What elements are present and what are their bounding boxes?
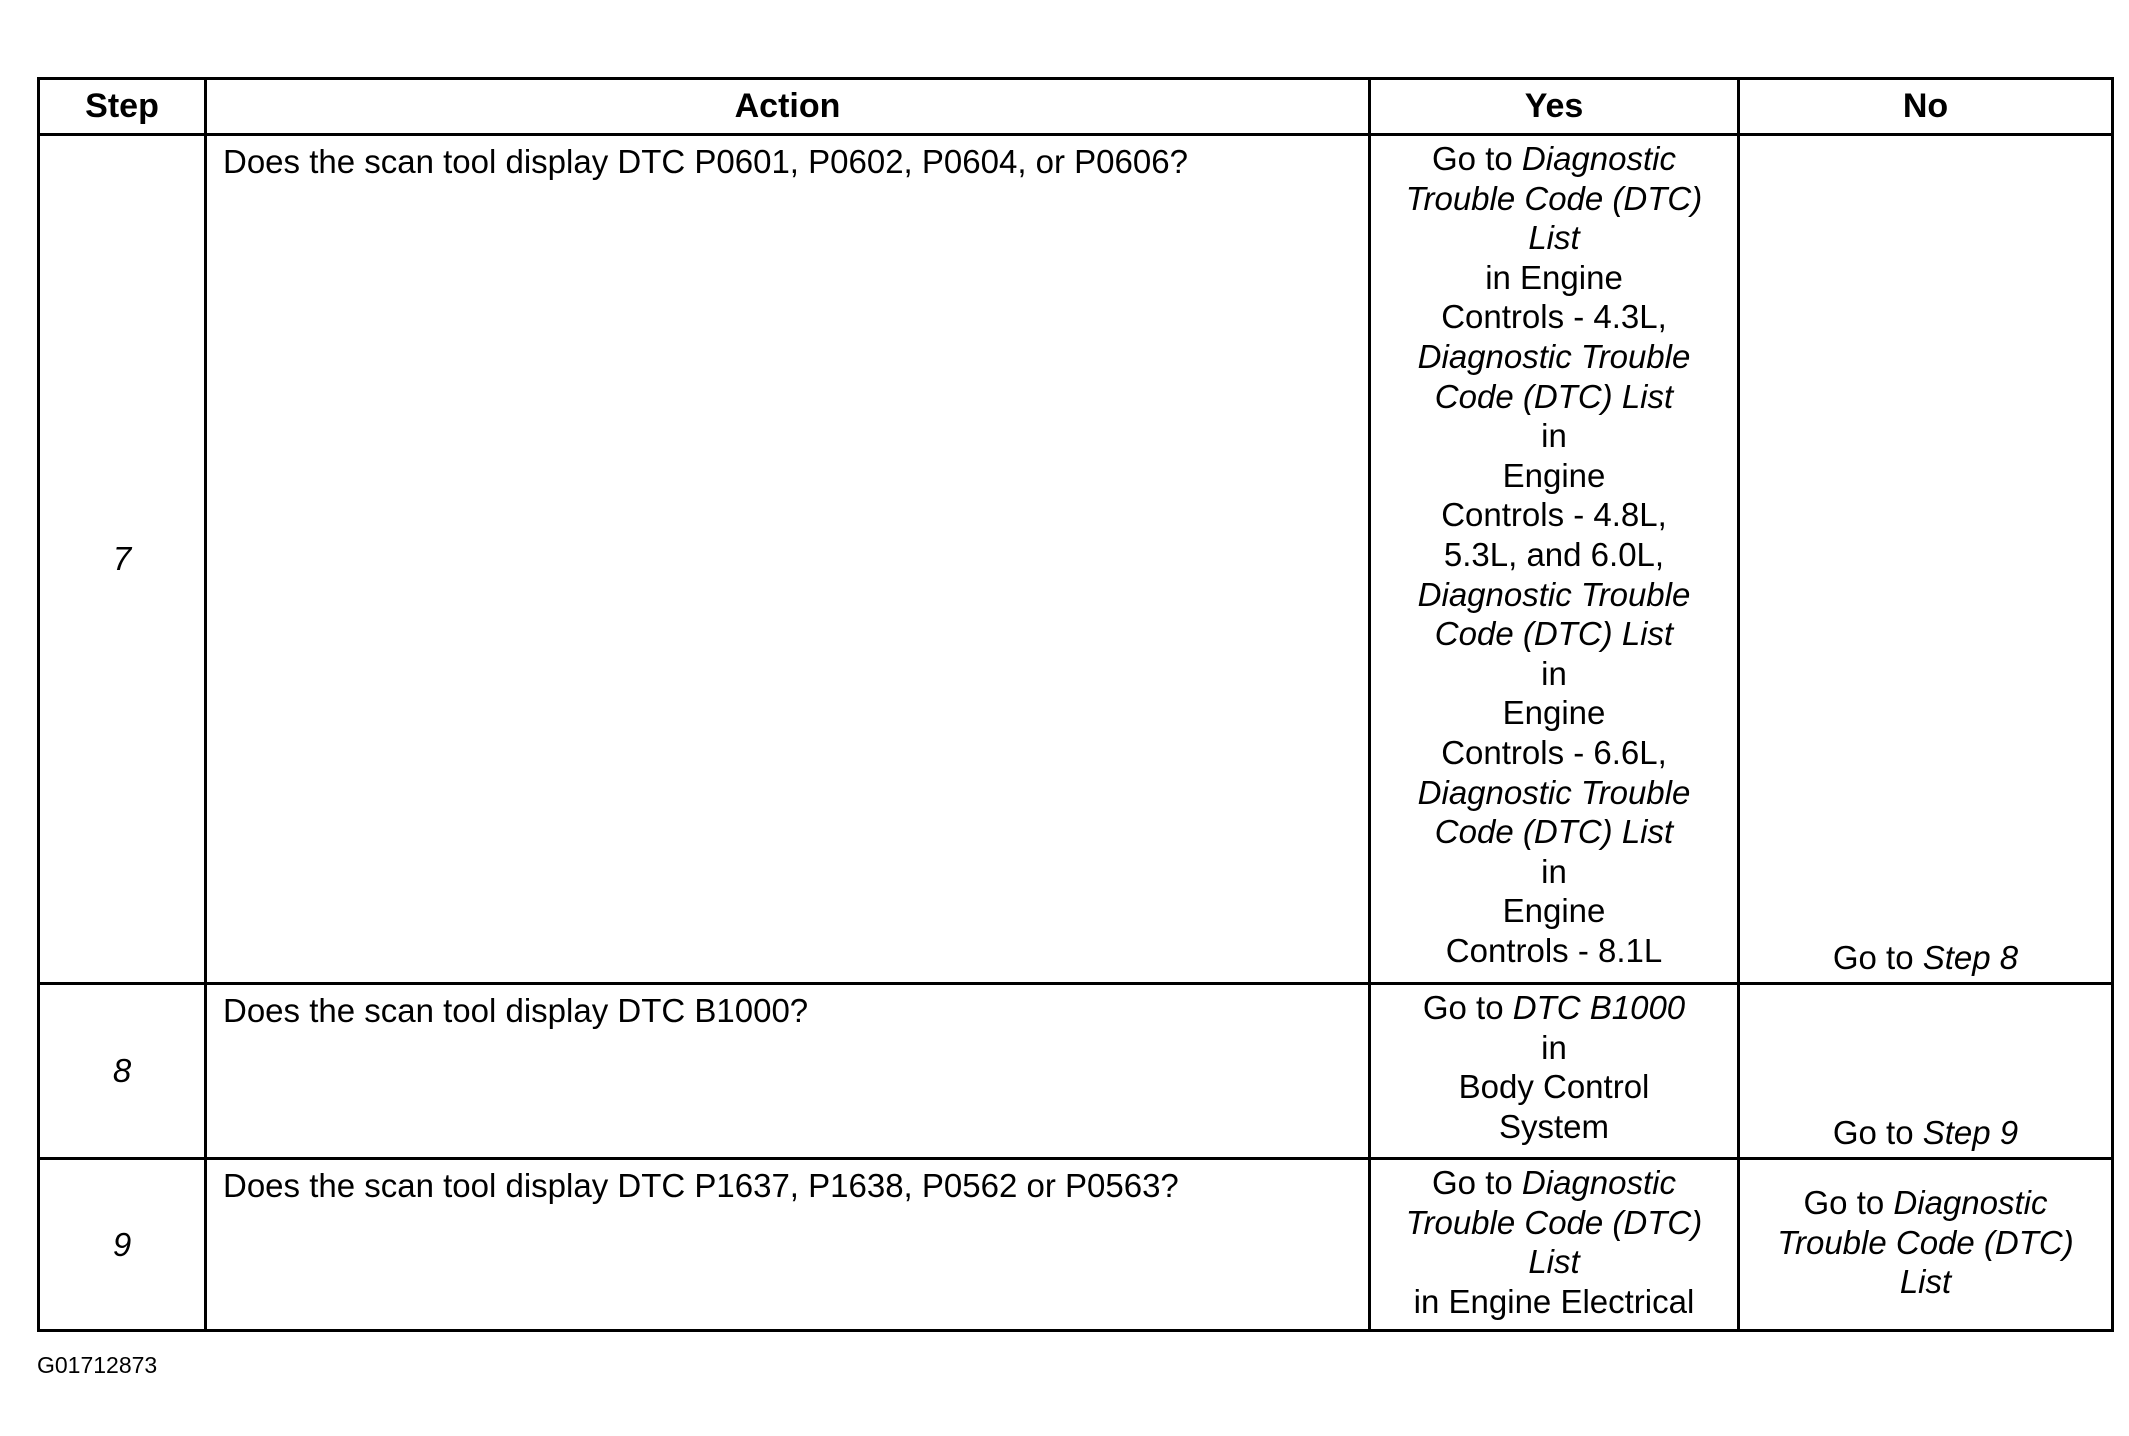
- cross-reference-link: List: [1528, 219, 1580, 257]
- line-text: 5.3L, and 6.0L,: [1443, 535, 1665, 573]
- cell-line: [1377, 377, 1731, 417]
- table-row: [39, 984, 2113, 1159]
- line-text: Go to: [1432, 1164, 1522, 1201]
- cell-line: [1377, 852, 1731, 892]
- cell-line: [1377, 1163, 1731, 1203]
- yes-cell: [1370, 135, 1739, 984]
- line-text: in: [1541, 654, 1567, 692]
- action-text: Does the scan tool display DTC B1000?: [206, 984, 1370, 1159]
- line-text: in: [1541, 852, 1567, 890]
- cell-line: [1377, 773, 1731, 813]
- cell-line: [1377, 1282, 1731, 1322]
- line-text: in Engine Electrical: [1413, 1282, 1695, 1320]
- line-text: in: [1541, 1028, 1567, 1066]
- cell-line: [1746, 938, 2105, 978]
- cell-line: [1377, 1107, 1731, 1147]
- line-text: Body Control: [1458, 1068, 1650, 1106]
- cross-reference-link: List: [1899, 1263, 1952, 1301]
- line-text: Go to: [1432, 140, 1522, 177]
- cell-line: [1746, 1223, 2105, 1263]
- header-step: Step: [39, 79, 206, 135]
- no-cell: [1739, 135, 2113, 984]
- line-text: Engine: [1502, 456, 1606, 494]
- line-text: Go to: [1422, 989, 1513, 1026]
- cross-reference-link: Trouble Code (DTC): [1405, 1203, 1703, 1241]
- cross-reference-link: Step 9: [1922, 1114, 2019, 1152]
- header-row: [39, 79, 2113, 135]
- cross-reference-link: Code (DTC) List: [1434, 615, 1674, 653]
- cell-line: [1377, 139, 1731, 179]
- cell-line: [1377, 693, 1731, 733]
- cell-line: [1377, 1242, 1731, 1282]
- cross-reference-link: Trouble Code (DTC): [1777, 1223, 2074, 1261]
- cross-reference-link: DTC B1000: [1512, 989, 1686, 1026]
- cell-line: [1377, 812, 1731, 852]
- cell-line: [1746, 1113, 2105, 1153]
- cell-line: [1377, 654, 1731, 694]
- cell-line: [1377, 337, 1731, 377]
- cross-reference-link: Diagnostic Trouble: [1417, 337, 1691, 375]
- cross-reference-link: Diagnostic: [1521, 1164, 1676, 1201]
- line-text: Go to: [1832, 939, 1923, 977]
- cell-line: [1377, 535, 1731, 575]
- header-action: Action: [206, 79, 1370, 135]
- header-yes: Yes: [1370, 79, 1739, 135]
- cross-reference-link: Diagnostic Trouble: [1417, 773, 1691, 811]
- line-text: Go to: [1832, 1114, 1923, 1152]
- action-text: Does the scan tool display DTC P0601, P0602, P0604, or P0606?: [206, 135, 1370, 984]
- cross-reference-link: List: [1528, 1243, 1580, 1281]
- header-no: No: [1739, 79, 2113, 135]
- yes-cell: [1370, 1159, 1739, 1331]
- no-cell: [1739, 984, 2113, 1159]
- cell-line: [1377, 218, 1731, 258]
- step-number: 7: [39, 135, 206, 984]
- line-text: Go to: [1803, 1184, 1894, 1222]
- cross-reference-link: Diagnostic: [1521, 140, 1676, 177]
- cell-line: [1746, 1262, 2105, 1302]
- cell-line: [1377, 575, 1731, 615]
- no-cell: [1739, 1159, 2113, 1331]
- cell-line: [1377, 988, 1731, 1028]
- line-text: System: [1498, 1107, 1610, 1145]
- line-text: Controls - 6.6L,: [1441, 733, 1667, 771]
- table-row: [39, 1159, 2113, 1331]
- cell-line: [1377, 456, 1731, 496]
- cell-line: [1377, 891, 1731, 931]
- cross-reference-link: Diagnostic: [1893, 1184, 2048, 1222]
- line-text: in Engine: [1485, 258, 1623, 296]
- diagnostic-table: [37, 77, 2114, 1332]
- line-text: in: [1541, 417, 1567, 455]
- yes-cell: [1370, 984, 1739, 1159]
- cross-reference-link: Code (DTC) List: [1434, 813, 1674, 851]
- cell-line: [1377, 1028, 1731, 1068]
- cross-reference-link: Code (DTC) List: [1434, 377, 1674, 415]
- cell-line: [1377, 297, 1731, 337]
- line-text: Engine: [1502, 694, 1606, 732]
- cell-line: [1377, 931, 1731, 971]
- cell-line: [1746, 1183, 2105, 1223]
- line-text: Controls - 4.3L,: [1441, 298, 1667, 336]
- cell-line: [1377, 258, 1731, 298]
- step-number: 9: [39, 1159, 206, 1331]
- line-text: Controls - 8.1L: [1445, 931, 1663, 969]
- figure-code: G01712873: [37, 1352, 158, 1378]
- cell-line: [1377, 495, 1731, 535]
- cell-line: [1377, 614, 1731, 654]
- action-text: Does the scan tool display DTC P1637, P1638, P0562 or P0563?: [206, 1159, 1370, 1331]
- line-text: Controls - 4.8L,: [1441, 496, 1667, 534]
- cross-reference-link: Trouble Code (DTC): [1405, 179, 1703, 217]
- line-text: Engine: [1502, 892, 1606, 930]
- cross-reference-link: Diagnostic Trouble: [1417, 575, 1691, 613]
- cell-line: [1377, 1203, 1731, 1243]
- cell-line: [1377, 416, 1731, 456]
- table-row: [39, 135, 2113, 984]
- cell-line: [1377, 179, 1731, 219]
- cell-line: [1377, 1067, 1731, 1107]
- step-number: 8: [39, 984, 206, 1159]
- cross-reference-link: Step 8: [1922, 939, 2019, 977]
- cell-line: [1377, 733, 1731, 773]
